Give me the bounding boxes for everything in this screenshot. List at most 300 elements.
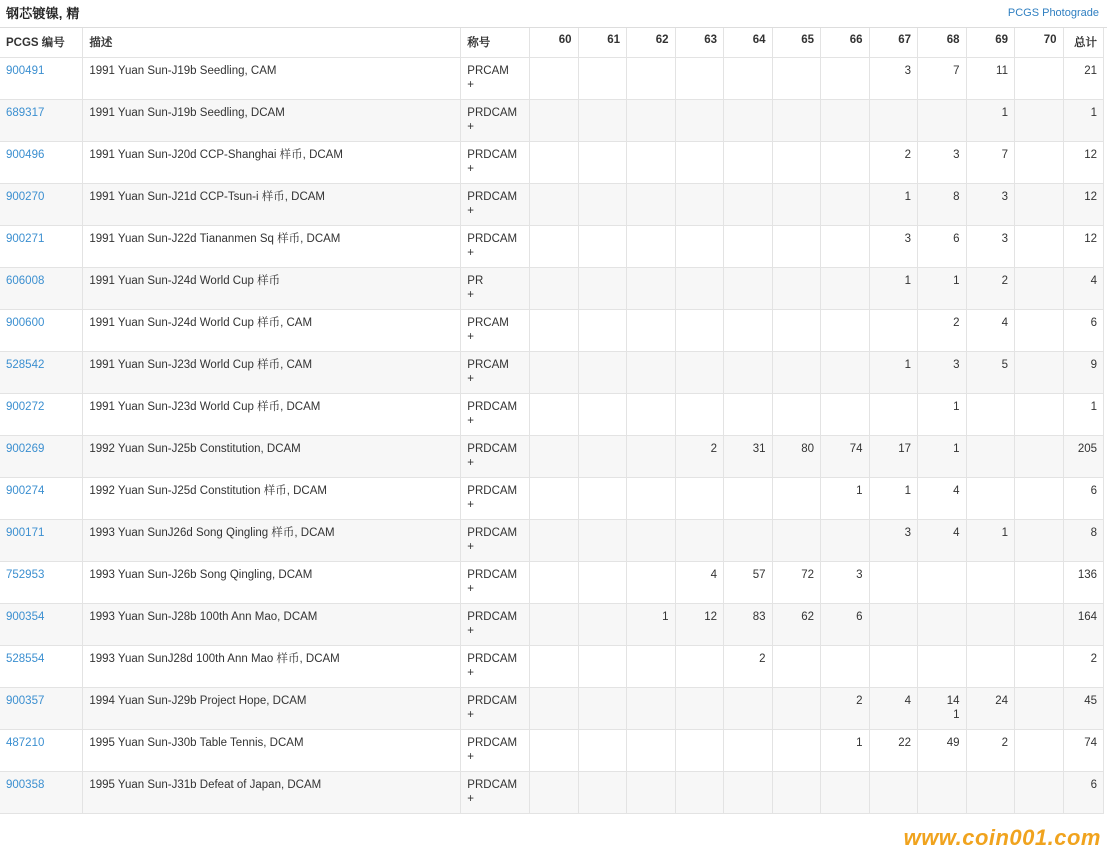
table-row bbox=[0, 562, 1104, 604]
cell-grade-62 bbox=[627, 562, 676, 604]
grade-68-secondary: 1 bbox=[953, 709, 960, 721]
cell-grade-64: 31 bbox=[724, 436, 773, 478]
cell-pcgs-number bbox=[0, 478, 83, 520]
cell-grade-60 bbox=[530, 184, 579, 226]
cell-grade-70 bbox=[1015, 604, 1064, 646]
cell-grade-63 bbox=[675, 352, 724, 394]
cell-designation bbox=[461, 394, 530, 436]
cell-grade-62 bbox=[627, 352, 676, 394]
cell-pcgs-number bbox=[0, 268, 83, 310]
page-title: 钢芯镀镍, 精 bbox=[6, 6, 80, 21]
cell-grade-66 bbox=[821, 268, 870, 310]
designation-plus: + bbox=[467, 163, 475, 175]
cell-description: 1993 Yuan SunJ28d 100th Ann Mao 样币, DCAM bbox=[83, 646, 461, 688]
cell-pcgs-number bbox=[0, 520, 83, 562]
designation-plus: + bbox=[467, 121, 475, 133]
cell-grade-68: 1 bbox=[918, 394, 967, 436]
cell-grade-61 bbox=[578, 772, 627, 814]
cell-pcgs-number bbox=[0, 142, 83, 184]
designation-label: PRDCAM bbox=[467, 107, 518, 119]
table-header-row bbox=[0, 28, 1104, 58]
cell-designation bbox=[461, 142, 530, 184]
cell-grade-64 bbox=[724, 184, 773, 226]
column-header-grade-61[interactable]: 61 bbox=[578, 28, 627, 58]
cell-grade-60 bbox=[530, 772, 579, 814]
site-watermark: www.coin001.com bbox=[903, 825, 1101, 850]
cell-grade-70 bbox=[1015, 142, 1064, 184]
table-row bbox=[0, 352, 1104, 394]
cell-grade-62 bbox=[627, 100, 676, 142]
cell-grade-64 bbox=[724, 310, 773, 352]
cell-grade-61 bbox=[578, 520, 627, 562]
cell-grade-70 bbox=[1015, 646, 1064, 688]
cell-pcgs-number bbox=[0, 646, 83, 688]
cell-total: 6 bbox=[1063, 310, 1104, 352]
designation-label: PRDCAM bbox=[467, 149, 518, 161]
cell-grade-70 bbox=[1015, 100, 1064, 142]
cell-description: 1993 Yuan SunJ26d Song Qingling 样币, DCAM bbox=[83, 520, 461, 562]
pcgs-number-link[interactable]: 900171 bbox=[6, 527, 45, 539]
table-row bbox=[0, 394, 1104, 436]
cell-grade-68: 49 bbox=[918, 730, 967, 772]
grades-table bbox=[0, 28, 1104, 814]
cell-grade-63 bbox=[675, 142, 724, 184]
column-header-total[interactable]: 总计 bbox=[1063, 28, 1104, 58]
table-row bbox=[0, 520, 1104, 562]
cell-grade-61 bbox=[578, 604, 627, 646]
cell-grade-68 bbox=[918, 646, 967, 688]
cell-grade-66 bbox=[821, 100, 870, 142]
cell-grade-68: 3 bbox=[918, 352, 967, 394]
designation-plus: + bbox=[467, 247, 475, 259]
cell-grade-60 bbox=[530, 520, 579, 562]
cell-grade-66: 3 bbox=[821, 562, 870, 604]
cell-grade-70 bbox=[1015, 184, 1064, 226]
table-row bbox=[0, 58, 1104, 100]
cell-grade-68: 8 bbox=[918, 184, 967, 226]
cell-designation bbox=[461, 226, 530, 268]
cell-grade-61 bbox=[578, 184, 627, 226]
cell-designation bbox=[461, 730, 530, 772]
pcgs-number-link[interactable]: 689317 bbox=[6, 107, 45, 119]
cell-grade-65 bbox=[772, 772, 821, 814]
cell-grade-60 bbox=[530, 730, 579, 772]
cell-description: 1991 Yuan Sun-J22d Tiananmen Sq 样币, DCAM bbox=[83, 226, 461, 268]
cell-grade-69 bbox=[966, 646, 1015, 688]
cell-designation bbox=[461, 772, 530, 814]
cell-pcgs-number bbox=[0, 100, 83, 142]
cell-description: 1991 Yuan Sun-J21d CCP-Tsun-i 样币, DCAM bbox=[83, 184, 461, 226]
pcgs-number-link[interactable]: 900600 bbox=[6, 317, 45, 329]
cell-designation bbox=[461, 688, 530, 730]
cell-grade-64: 57 bbox=[724, 562, 773, 604]
designation-label: PRDCAM bbox=[467, 401, 518, 413]
designation-label: PRCAM bbox=[467, 65, 509, 77]
cell-grade-64 bbox=[724, 478, 773, 520]
pcgs-number-link[interactable]: 752953 bbox=[6, 569, 45, 581]
cell-total: 21 bbox=[1063, 58, 1104, 100]
cell-designation bbox=[461, 268, 530, 310]
cell-pcgs-number bbox=[0, 352, 83, 394]
column-header-grade-65[interactable]: 65 bbox=[772, 28, 821, 58]
pcgs-number-link[interactable]: 900270 bbox=[6, 191, 45, 203]
cell-grade-67: 4 bbox=[869, 688, 918, 730]
cell-grade-67: 1 bbox=[869, 478, 918, 520]
cell-grade-63 bbox=[675, 58, 724, 100]
cell-grade-63 bbox=[675, 730, 724, 772]
cell-grade-70 bbox=[1015, 688, 1064, 730]
cell-pcgs-number bbox=[0, 604, 83, 646]
column-header-grade-68[interactable]: 68 bbox=[918, 28, 967, 58]
pcgs-number-link[interactable]: 900269 bbox=[6, 443, 45, 455]
column-header-description[interactable]: 描述 bbox=[83, 28, 461, 58]
cell-grade-62 bbox=[627, 478, 676, 520]
column-header-grade-67[interactable]: 67 bbox=[869, 28, 918, 58]
cell-grade-63 bbox=[675, 100, 724, 142]
cell-grade-66 bbox=[821, 310, 870, 352]
table-row bbox=[0, 100, 1104, 142]
cell-grade-67 bbox=[869, 604, 918, 646]
cell-grade-64 bbox=[724, 520, 773, 562]
pcgs-number-link[interactable]: 606008 bbox=[6, 275, 45, 287]
pcgs-number-link[interactable]: 900354 bbox=[6, 611, 45, 623]
designation-plus: + bbox=[467, 751, 475, 763]
designation-label: PRDCAM bbox=[467, 233, 518, 245]
cell-grade-61 bbox=[578, 100, 627, 142]
table-row bbox=[0, 436, 1104, 478]
cell-grade-69 bbox=[966, 478, 1015, 520]
cell-total: 6 bbox=[1063, 772, 1104, 814]
cell-grade-60 bbox=[530, 562, 579, 604]
cell-grade-63 bbox=[675, 646, 724, 688]
cell-grade-66: 2 bbox=[821, 688, 870, 730]
cell-grade-61 bbox=[578, 268, 627, 310]
cell-grade-67: 1 bbox=[869, 268, 918, 310]
page-header bbox=[0, 0, 1107, 28]
cell-grade-63 bbox=[675, 478, 724, 520]
designation-plus: + bbox=[467, 331, 475, 343]
designation-plus: + bbox=[467, 457, 475, 469]
designation-plus: + bbox=[467, 709, 475, 721]
cell-grade-70 bbox=[1015, 730, 1064, 772]
cell-total: 8 bbox=[1063, 520, 1104, 562]
cell-grade-70 bbox=[1015, 478, 1064, 520]
cell-grade-61 bbox=[578, 352, 627, 394]
cell-grade-62 bbox=[627, 58, 676, 100]
column-header-grade-70[interactable]: 70 bbox=[1015, 28, 1064, 58]
cell-grade-60 bbox=[530, 604, 579, 646]
cell-description: 1993 Yuan Sun-J26b Song Qingling, DCAM bbox=[83, 562, 461, 604]
cell-description: 1992 Yuan Sun-J25d Constitution 样币, DCAM bbox=[83, 478, 461, 520]
cell-grade-67 bbox=[869, 100, 918, 142]
cell-designation bbox=[461, 310, 530, 352]
designation-plus: + bbox=[467, 415, 475, 427]
pcgs-number-link[interactable]: 900357 bbox=[6, 695, 45, 707]
cell-grade-63 bbox=[675, 520, 724, 562]
cell-grade-68: 6 bbox=[918, 226, 967, 268]
cell-grade-70 bbox=[1015, 226, 1064, 268]
cell-description: 1992 Yuan Sun-J25b Constitution, DCAM bbox=[83, 436, 461, 478]
cell-grade-66 bbox=[821, 520, 870, 562]
cell-grade-64 bbox=[724, 100, 773, 142]
designation-label: PRDCAM bbox=[467, 485, 518, 497]
cell-grade-68: 4 bbox=[918, 520, 967, 562]
cell-grade-70 bbox=[1015, 58, 1064, 100]
cell-description: 1995 Yuan Sun-J30b Table Tennis, DCAM bbox=[83, 730, 461, 772]
cell-description: 1991 Yuan Sun-J23d World Cup 样币, CAM bbox=[83, 352, 461, 394]
cell-description: 1994 Yuan Sun-J29b Project Hope, DCAM bbox=[83, 688, 461, 730]
cell-grade-62 bbox=[627, 394, 676, 436]
cell-grade-68: 7 bbox=[918, 58, 967, 100]
cell-grade-65 bbox=[772, 184, 821, 226]
cell-grade-69 bbox=[966, 394, 1015, 436]
cell-total: 12 bbox=[1063, 226, 1104, 268]
cell-grade-65: 80 bbox=[772, 436, 821, 478]
cell-grade-69 bbox=[966, 772, 1015, 814]
pcgs-number-link[interactable]: 487210 bbox=[6, 737, 45, 749]
cell-total: 45 bbox=[1063, 688, 1104, 730]
table-row bbox=[0, 604, 1104, 646]
cell-grade-63 bbox=[675, 310, 724, 352]
cell-grade-67: 1 bbox=[869, 184, 918, 226]
cell-grade-66 bbox=[821, 58, 870, 100]
cell-grade-64 bbox=[724, 688, 773, 730]
cell-grade-67 bbox=[869, 394, 918, 436]
designation-plus: + bbox=[467, 583, 475, 595]
cell-description: 1995 Yuan Sun-J31b Defeat of Japan, DCAM bbox=[83, 772, 461, 814]
cell-grade-69 bbox=[966, 436, 1015, 478]
cell-grade-64: 83 bbox=[724, 604, 773, 646]
cell-designation bbox=[461, 478, 530, 520]
cell-grade-63 bbox=[675, 226, 724, 268]
cell-total: 1 bbox=[1063, 394, 1104, 436]
cell-grade-65 bbox=[772, 352, 821, 394]
cell-grade-66: 1 bbox=[821, 730, 870, 772]
cell-designation bbox=[461, 352, 530, 394]
cell-total: 2 bbox=[1063, 646, 1104, 688]
cell-grade-60 bbox=[530, 226, 579, 268]
pcgs-number-link[interactable]: 528542 bbox=[6, 359, 45, 371]
cell-grade-60 bbox=[530, 688, 579, 730]
cell-grade-61 bbox=[578, 646, 627, 688]
pcgs-number-link[interactable]: 900274 bbox=[6, 485, 45, 497]
cell-grade-62 bbox=[627, 520, 676, 562]
column-header-designation[interactable]: 称号 bbox=[461, 28, 530, 58]
cell-grade-62: 1 bbox=[627, 604, 676, 646]
cell-grade-66: 1 bbox=[821, 478, 870, 520]
cell-grade-60 bbox=[530, 646, 579, 688]
pcgs-number-link[interactable]: 900491 bbox=[6, 65, 45, 77]
cell-designation bbox=[461, 58, 530, 100]
designation-label: PRDCAM bbox=[467, 737, 518, 749]
designation-label: PR bbox=[467, 275, 484, 287]
designation-label: PRCAM bbox=[467, 317, 509, 329]
cell-pcgs-number bbox=[0, 58, 83, 100]
table-row bbox=[0, 688, 1104, 730]
cell-grade-67 bbox=[869, 310, 918, 352]
pcgs-number-link[interactable]: 528554 bbox=[6, 653, 45, 665]
cell-pcgs-number bbox=[0, 394, 83, 436]
cell-grade-67: 17 bbox=[869, 436, 918, 478]
designation-plus: + bbox=[467, 625, 475, 637]
cell-description: 1991 Yuan Sun-J24d World Cup 样币, CAM bbox=[83, 310, 461, 352]
cell-total: 74 bbox=[1063, 730, 1104, 772]
cell-grade-60 bbox=[530, 310, 579, 352]
grade-68-primary: 14 bbox=[946, 695, 960, 707]
cell-grade-67: 3 bbox=[869, 226, 918, 268]
cell-grade-69: 11 bbox=[966, 58, 1015, 100]
cell-grade-62 bbox=[627, 268, 676, 310]
cell-grade-63 bbox=[675, 772, 724, 814]
cell-pcgs-number bbox=[0, 184, 83, 226]
column-header-grade-60[interactable]: 60 bbox=[530, 28, 579, 58]
table-row bbox=[0, 646, 1104, 688]
designation-label: PRDCAM bbox=[467, 569, 518, 581]
cell-grade-60 bbox=[530, 394, 579, 436]
cell-designation bbox=[461, 604, 530, 646]
cell-grade-67: 1 bbox=[869, 352, 918, 394]
cell-grade-65 bbox=[772, 520, 821, 562]
cell-grade-60 bbox=[530, 142, 579, 184]
cell-grade-64: 2 bbox=[724, 646, 773, 688]
cell-total: 1 bbox=[1063, 100, 1104, 142]
table-body bbox=[0, 58, 1104, 814]
table-row bbox=[0, 310, 1104, 352]
designation-plus: + bbox=[467, 373, 475, 385]
cell-grade-70 bbox=[1015, 436, 1064, 478]
cell-grade-70 bbox=[1015, 562, 1064, 604]
pcgs-number-link[interactable]: 900496 bbox=[6, 149, 45, 161]
cell-total: 205 bbox=[1063, 436, 1104, 478]
pcgs-number-link[interactable]: 900271 bbox=[6, 233, 45, 245]
cell-grade-63 bbox=[675, 394, 724, 436]
cell-grade-67: 3 bbox=[869, 520, 918, 562]
cell-grade-68: 1 bbox=[918, 268, 967, 310]
cell-grade-70 bbox=[1015, 268, 1064, 310]
cell-grade-60 bbox=[530, 268, 579, 310]
cell-grade-67 bbox=[869, 772, 918, 814]
column-header-grade-63[interactable]: 63 bbox=[675, 28, 724, 58]
column-header-pcgs-number[interactable]: PCGS 编号 bbox=[0, 28, 83, 58]
cell-description: 1993 Yuan Sun-J28b 100th Ann Mao, DCAM bbox=[83, 604, 461, 646]
cell-pcgs-number bbox=[0, 226, 83, 268]
cell-designation bbox=[461, 100, 530, 142]
cell-total: 12 bbox=[1063, 142, 1104, 184]
cell-total: 136 bbox=[1063, 562, 1104, 604]
cell-grade-65: 62 bbox=[772, 604, 821, 646]
cell-grade-65 bbox=[772, 478, 821, 520]
designation-label: PRDCAM bbox=[467, 653, 518, 665]
cell-grade-66 bbox=[821, 142, 870, 184]
cell-grade-61 bbox=[578, 730, 627, 772]
cell-total: 9 bbox=[1063, 352, 1104, 394]
cell-grade-65 bbox=[772, 310, 821, 352]
cell-designation bbox=[461, 436, 530, 478]
cell-grade-61 bbox=[578, 58, 627, 100]
cell-grade-61 bbox=[578, 394, 627, 436]
cell-grade-64 bbox=[724, 226, 773, 268]
cell-grade-65 bbox=[772, 688, 821, 730]
cell-grade-63 bbox=[675, 688, 724, 730]
cell-grade-65 bbox=[772, 58, 821, 100]
column-header-grade-62[interactable]: 62 bbox=[627, 28, 676, 58]
cell-grade-60 bbox=[530, 436, 579, 478]
cell-description: 1991 Yuan Sun-J19b Seedling, CAM bbox=[83, 58, 461, 100]
cell-pcgs-number bbox=[0, 562, 83, 604]
cell-grade-68 bbox=[918, 100, 967, 142]
cell-description: 1991 Yuan Sun-J23d World Cup 样币, DCAM bbox=[83, 394, 461, 436]
cell-total: 6 bbox=[1063, 478, 1104, 520]
designation-plus: + bbox=[467, 541, 475, 553]
cell-grade-67 bbox=[869, 646, 918, 688]
designation-plus: + bbox=[467, 79, 475, 91]
cell-grade-65 bbox=[772, 142, 821, 184]
cell-grade-62 bbox=[627, 730, 676, 772]
cell-grade-66 bbox=[821, 646, 870, 688]
cell-grade-61 bbox=[578, 688, 627, 730]
column-header-grade-64[interactable]: 64 bbox=[724, 28, 773, 58]
cell-grade-64 bbox=[724, 142, 773, 184]
cell-grade-60 bbox=[530, 58, 579, 100]
cell-grade-62 bbox=[627, 688, 676, 730]
designation-plus: + bbox=[467, 793, 475, 805]
cell-grade-66 bbox=[821, 772, 870, 814]
cell-grade-61 bbox=[578, 310, 627, 352]
cell-grade-65 bbox=[772, 268, 821, 310]
designation-label: PRDCAM bbox=[467, 527, 518, 539]
cell-grade-68: 1 bbox=[918, 436, 967, 478]
cell-pcgs-number bbox=[0, 688, 83, 730]
designation-label: PRDCAM bbox=[467, 695, 518, 707]
column-header-grade-66[interactable]: 66 bbox=[821, 28, 870, 58]
cell-grade-65 bbox=[772, 100, 821, 142]
cell-grade-64 bbox=[724, 268, 773, 310]
cell-grade-69 bbox=[966, 604, 1015, 646]
cell-grade-66 bbox=[821, 394, 870, 436]
pcgs-number-link[interactable]: 900358 bbox=[6, 779, 45, 791]
column-header-grade-69[interactable]: 69 bbox=[966, 28, 1015, 58]
cell-grade-68: 3 bbox=[918, 142, 967, 184]
table-row bbox=[0, 226, 1104, 268]
cell-grade-69: 5 bbox=[966, 352, 1015, 394]
cell-grade-61 bbox=[578, 478, 627, 520]
table-row bbox=[0, 268, 1104, 310]
cell-designation bbox=[461, 562, 530, 604]
cell-grade-66 bbox=[821, 352, 870, 394]
cell-grade-69: 7 bbox=[966, 142, 1015, 184]
cell-grade-68 bbox=[918, 688, 967, 730]
pcgs-number-link[interactable]: 900272 bbox=[6, 401, 45, 413]
cell-grade-70 bbox=[1015, 394, 1064, 436]
cell-grade-68 bbox=[918, 562, 967, 604]
pcgs-photograde-link[interactable]: PCGS Photograde bbox=[1007, 6, 1099, 19]
table-row bbox=[0, 184, 1104, 226]
cell-grade-63: 12 bbox=[675, 604, 724, 646]
cell-grade-69: 3 bbox=[966, 226, 1015, 268]
cell-grade-70 bbox=[1015, 520, 1064, 562]
cell-grade-70 bbox=[1015, 772, 1064, 814]
designation-plus: + bbox=[467, 667, 475, 679]
table-row bbox=[0, 772, 1104, 814]
table-row bbox=[0, 478, 1104, 520]
cell-pcgs-number bbox=[0, 436, 83, 478]
cell-grade-61 bbox=[578, 562, 627, 604]
cell-grade-65 bbox=[772, 394, 821, 436]
cell-grade-63 bbox=[675, 268, 724, 310]
cell-grade-69: 2 bbox=[966, 730, 1015, 772]
cell-grade-64 bbox=[724, 394, 773, 436]
cell-grade-69: 24 bbox=[966, 688, 1015, 730]
